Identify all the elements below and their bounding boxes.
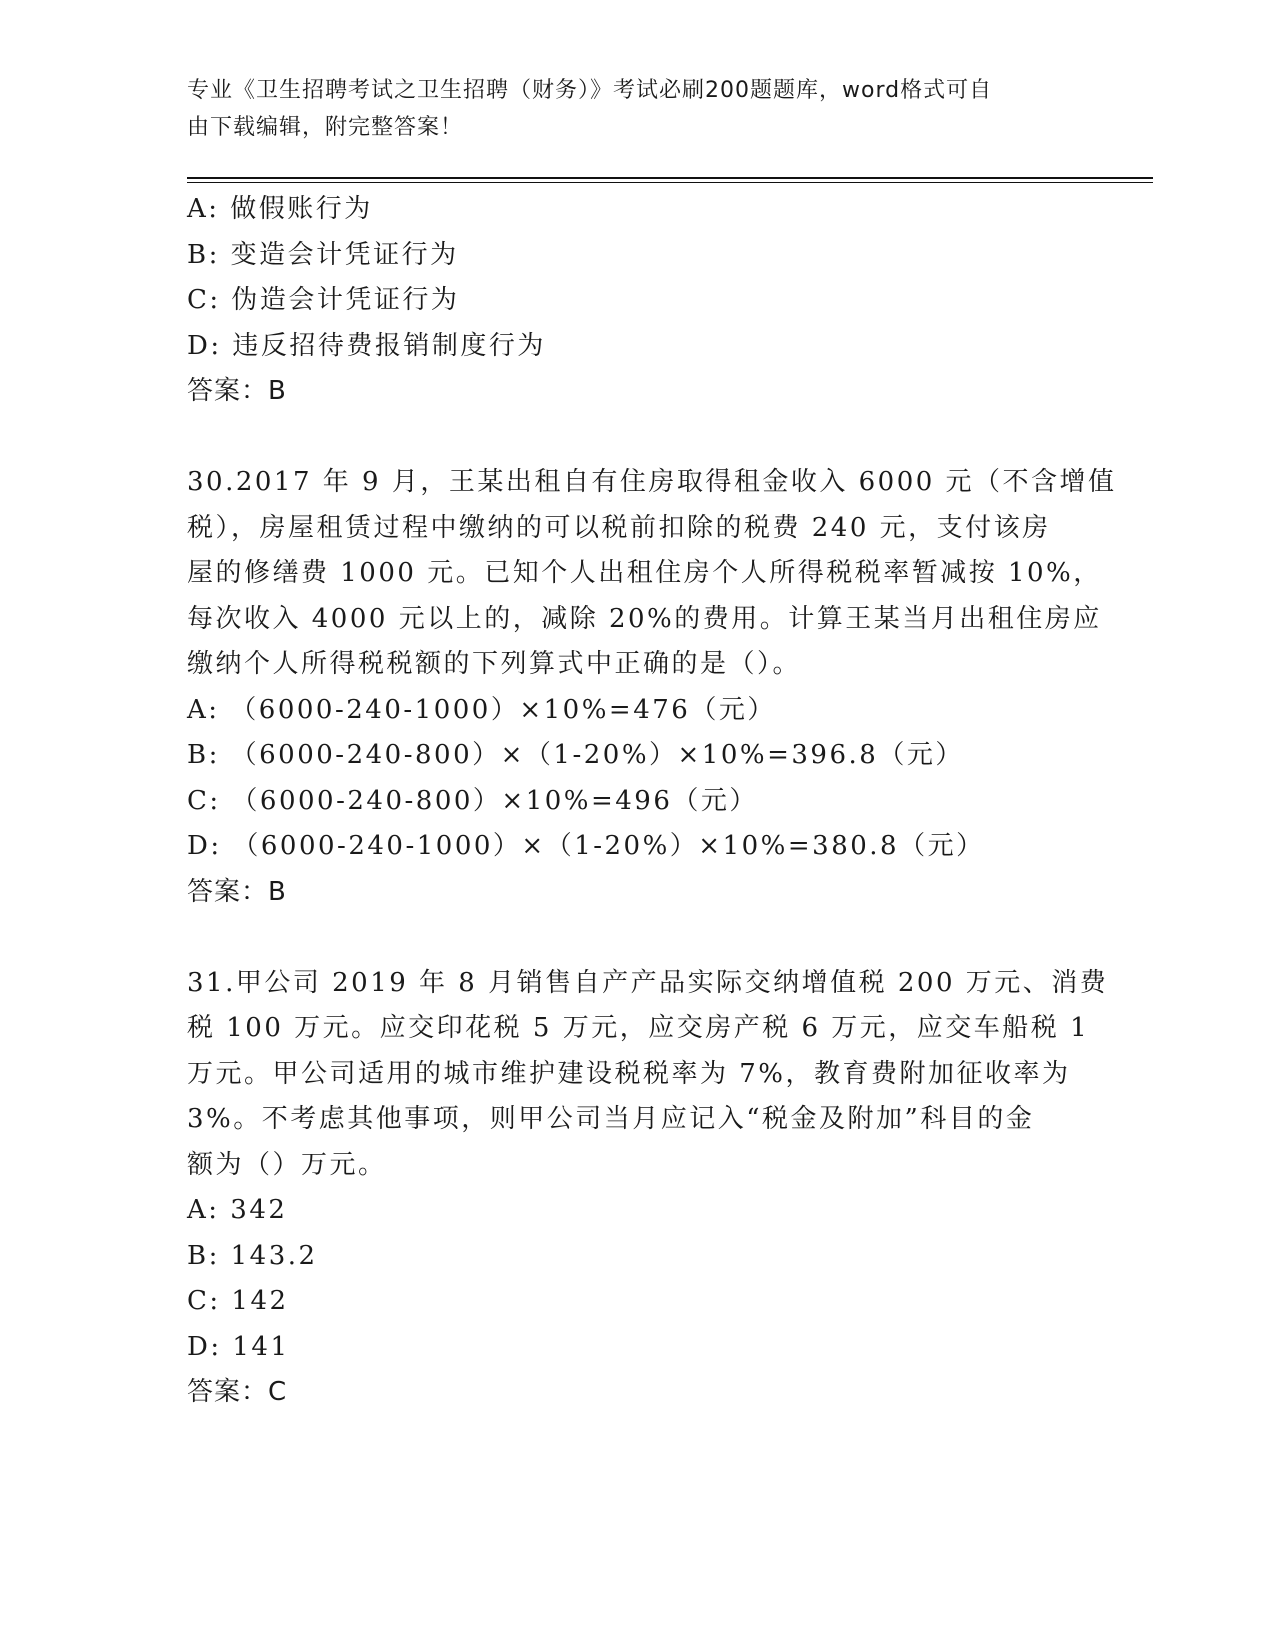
question-31-option-b: B: 143.2 xyxy=(187,1240,318,1271)
document-header xyxy=(187,72,1067,146)
question-29 xyxy=(187,187,1087,415)
question-31-option-c: C: 142 xyxy=(187,1286,289,1316)
question-30-option-c: C: （6000-240-800）×10%=496（元） xyxy=(187,785,758,816)
question-30-stem-line: 税），房屋租赁过程中缴纳的可以税前扣除的税费 240 元，支付该房 xyxy=(187,512,1051,543)
header-rule-thick xyxy=(187,177,1153,179)
question-30-option-a: A: （6000-240-1000）×10%=476（元） xyxy=(187,694,776,725)
question-30-option-d: D: （6000-240-1000）×（1-20%）×10%=380.8（元） xyxy=(187,831,985,861)
question-29-option-a: A: 做假账行为 xyxy=(187,194,373,224)
question-29-option-d: D: 违反招待费报销制度行为 xyxy=(187,330,546,361)
question-29-option-b: B: 变造会计凭证行为 xyxy=(187,239,459,270)
question-31-stem-line: 3%。不考虑其他事项，则甲公司当月应记入“税金及附加”科目的金 xyxy=(187,1104,1035,1134)
question-31-stem-line: 31.甲公司 2019 年 8 月销售自产产品实际交纳增值税 200 万元、消费 xyxy=(187,967,1109,998)
question-31-option-d: D: 141 xyxy=(187,1331,290,1362)
spacer xyxy=(187,415,1087,461)
question-29-option-c: C: 伪造会计凭证行为 xyxy=(187,285,460,315)
question-30-stem-line: 缴纳个人所得税税额的下列算式中正确的是（）。 xyxy=(187,649,802,679)
question-31-stem-line: 万元。甲公司适用的城市维护建设税税率为 7%，教育费附加征收率为 xyxy=(187,1058,1071,1089)
question-30-stem-line: 30.2017 年 9 月，王某出租自有住房取得租金收入 6000 元（不含增值 xyxy=(187,467,1117,497)
question-31-stem-line: 额为（）万元。 xyxy=(187,1149,387,1180)
question-30-option-b: B: （6000-240-800）×（1-20%）×10%=396.8（元） xyxy=(187,740,964,770)
header-line-1: 专业《卫生招聘考试之卫生招聘（财务）》考试必刷200题题库，word格式可自 xyxy=(187,78,993,103)
question-30 xyxy=(187,460,1117,915)
question-30-stem-line: 每次收入 4000 元以上的，减除 20%的费用。计算王某当月出租住房应 xyxy=(187,603,1102,634)
question-31-answer: 答案：C xyxy=(187,1377,288,1407)
header-line-2: 由下载编辑，附完整答案！ xyxy=(187,115,464,140)
header-rule-thin xyxy=(187,182,1153,183)
question-30-answer: 答案：B xyxy=(187,876,287,907)
question-31-stem-line: 税 100 万元。应交印花税 5 万元，应交房产税 6 万元，应交车船税 1 xyxy=(187,1013,1090,1043)
question-29-answer: 答案：B xyxy=(187,376,287,406)
question-31-option-a: A: 342 xyxy=(187,1195,288,1225)
document-body xyxy=(187,187,1117,1416)
question-31 xyxy=(187,961,1109,1416)
question-30-stem-line: 屋的修缮费 1000 元。已知个人出租住房个人所得税税率暂减按 10%， xyxy=(187,558,1102,588)
spacer xyxy=(187,915,1087,961)
